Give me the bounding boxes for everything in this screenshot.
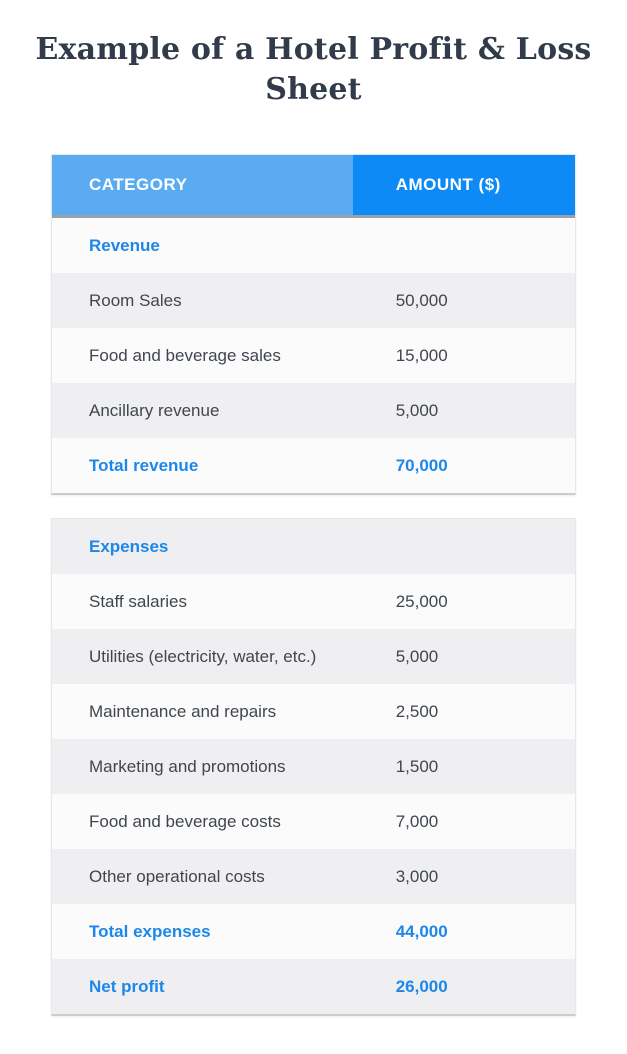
row-amount: 2,500: [395, 701, 439, 721]
row-amount: 44,000: [395, 921, 448, 941]
table-row: [52, 739, 575, 794]
header-category: CATEGORY: [52, 155, 353, 215]
row-amount: 25,000: [395, 591, 448, 611]
table-header-row: [52, 155, 575, 218]
row-amount: 5,000: [395, 400, 439, 420]
row-amount: 3,000: [395, 866, 439, 886]
expenses-rows: [52, 519, 575, 1014]
table-row: [52, 218, 575, 273]
row-amount: 5,000: [395, 646, 439, 666]
table-row: [52, 684, 575, 739]
row-label: Food and beverage costs: [89, 811, 281, 831]
row-label: Expenses: [89, 536, 169, 556]
row-label: Food and beverage sales: [89, 345, 281, 365]
row-amount: 15,000: [395, 345, 448, 365]
row-label: Utilities (electricity, water, etc.): [89, 646, 317, 666]
row-label: Total expenses: [89, 921, 211, 941]
table-row: [52, 438, 575, 493]
table-row: [52, 273, 575, 328]
row-label: Net profit: [89, 976, 165, 996]
table-row: [52, 519, 575, 574]
row-label: Room Sales: [89, 290, 182, 310]
row-amount: 7,000: [395, 811, 439, 831]
table-row: [52, 383, 575, 438]
table-row: [52, 574, 575, 629]
row-label: Staff salaries: [89, 591, 187, 611]
row-label: Marketing and promotions: [89, 756, 286, 776]
row-amount: 26,000: [395, 976, 448, 996]
table-row: [52, 794, 575, 849]
row-amount: 70,000: [395, 455, 448, 475]
table-row: [52, 328, 575, 383]
page-title: Example of a Hotel Profit & Loss Sheet: [35, 32, 592, 107]
revenue-rows: [52, 218, 575, 493]
expenses-table: [51, 518, 576, 1016]
row-label: Total revenue: [89, 455, 199, 475]
table-row: [52, 959, 575, 1014]
table-row: [52, 849, 575, 904]
row-label: Other operational costs: [89, 866, 265, 886]
header-amount: AMOUNT ($): [353, 155, 575, 215]
revenue-table: [51, 154, 576, 495]
table-row: [52, 629, 575, 684]
row-label: Ancillary revenue: [89, 400, 220, 420]
table-row: [52, 904, 575, 959]
row-amount: 50,000: [395, 290, 448, 310]
row-label: Revenue: [89, 235, 160, 255]
row-label: Maintenance and repairs: [89, 701, 277, 721]
row-amount: 1,500: [395, 756, 439, 776]
